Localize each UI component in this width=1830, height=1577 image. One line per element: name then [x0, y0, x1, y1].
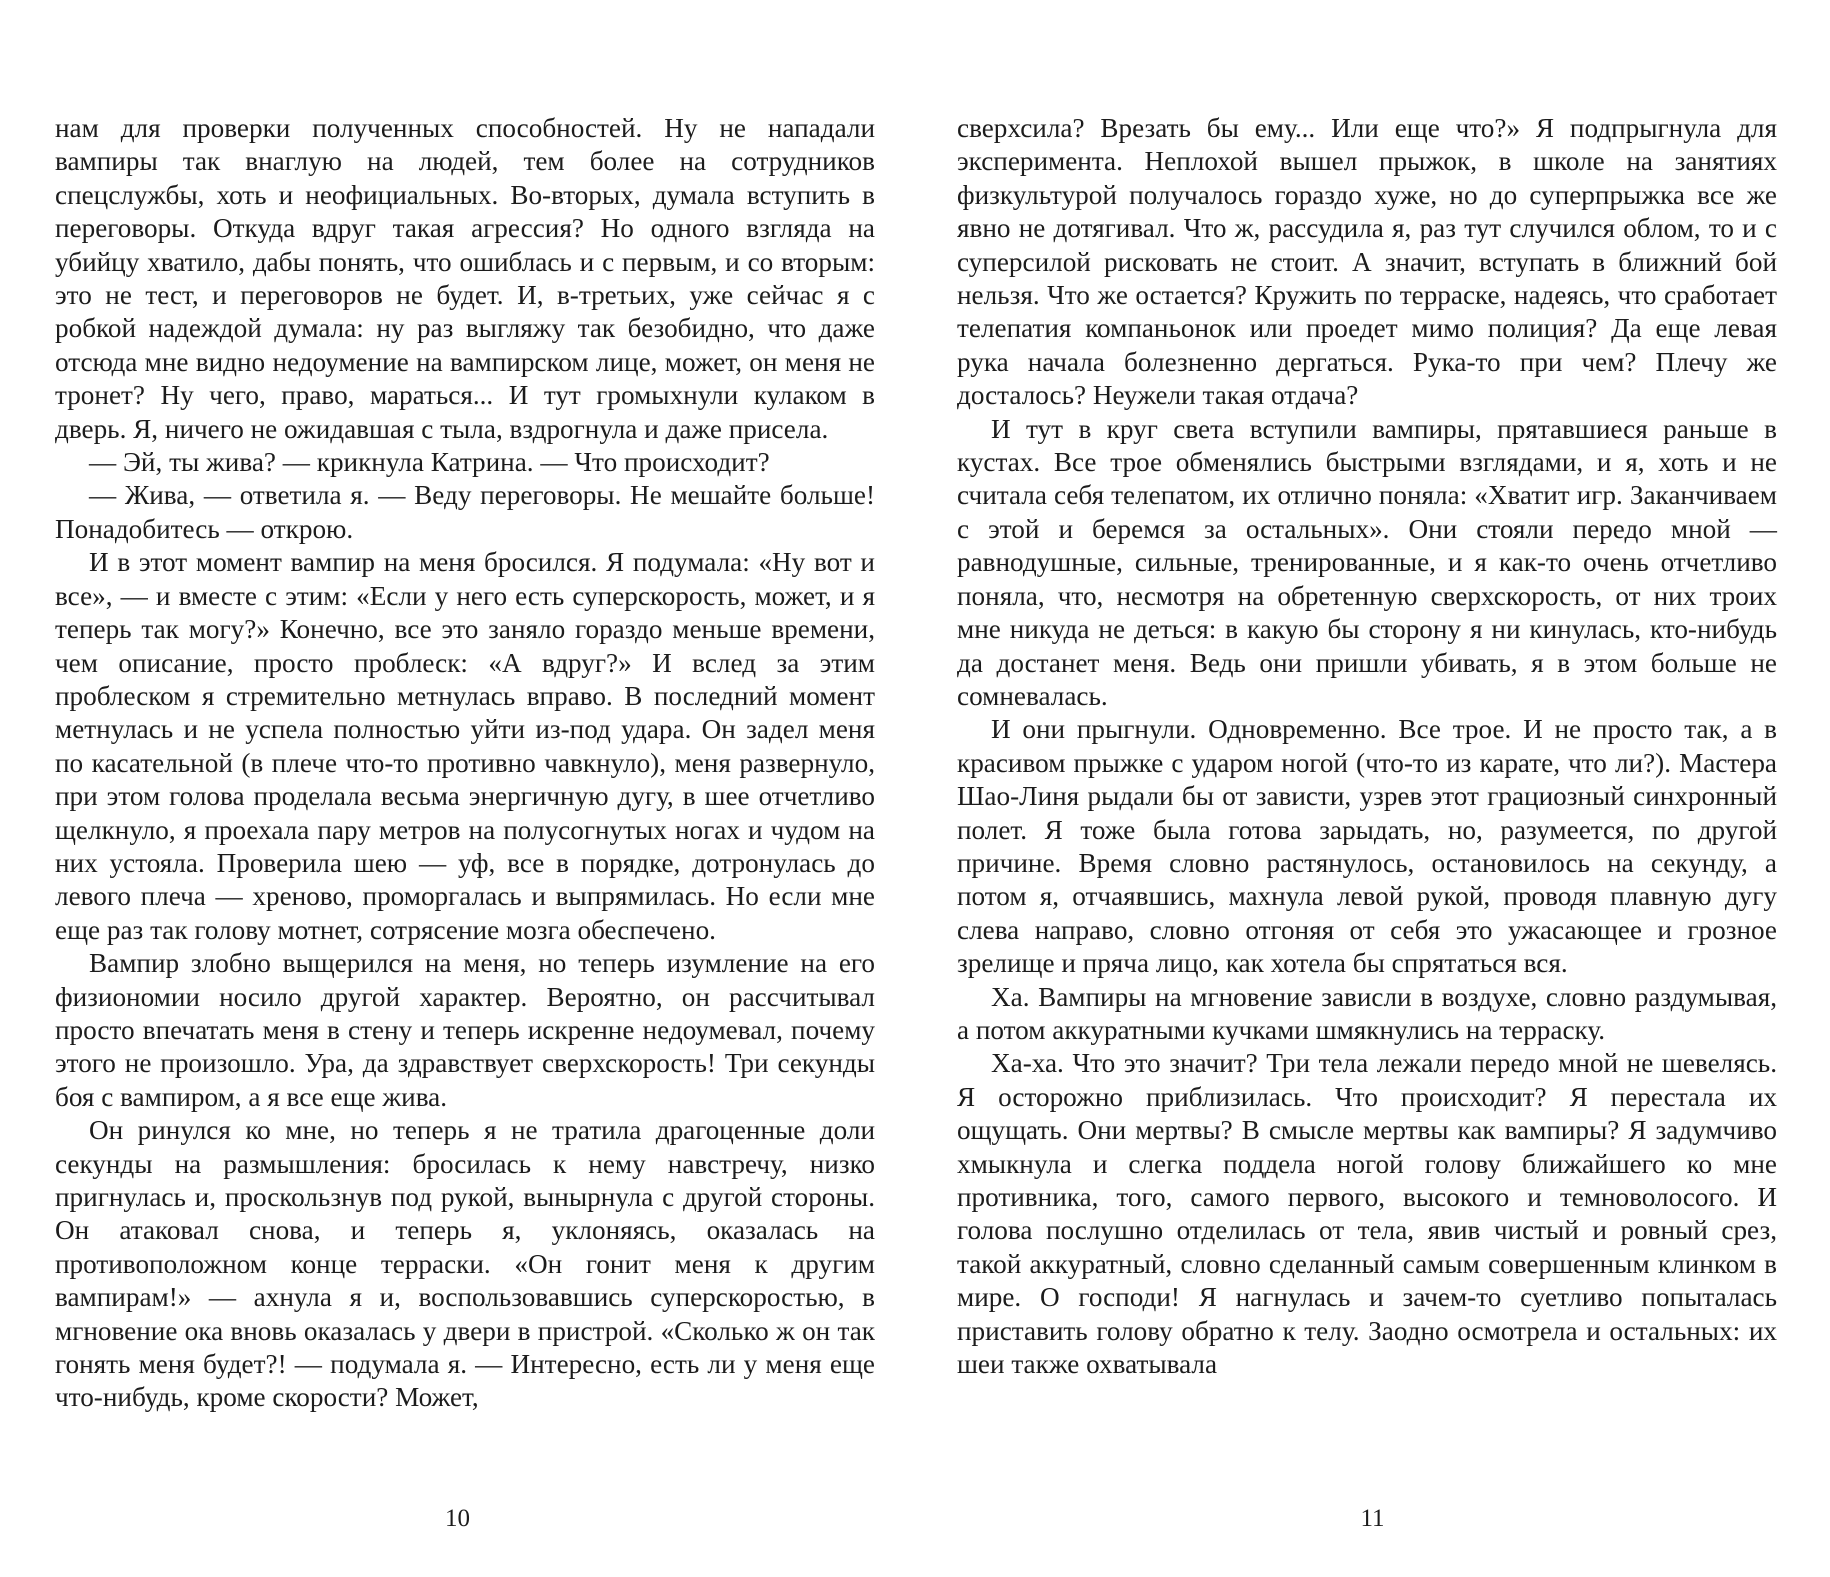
- paragraph: — Жива, — ответила я. — Веду переговоры. Не мешайте больше! Понадобитесь — открою.: [55, 480, 875, 544]
- paragraph: — Эй, ты жива? — крикнула Катрина. — Что происходит?: [89, 447, 770, 478]
- paragraph: Ха. Вампиры на мгновение зависли в воздухе, словно раздумывая, а потом аккуратными кучками шмякнулись на терраску.: [957, 981, 1777, 1045]
- paragraph: Он ринулся ко мне, но теперь я не тратила драгоценные доли секунды на размышления: бросилась к нему навстречу, низко пригнулась и, проскользнув под рукой, вынырнула с другой стороны. Он атаковал снова, и теперь я, уклоняясь, оказалась на противоположном конце терраски. «Он гонит меня к другим вампирам!» — ахнула я и, воспользовавшись суперскоростью, в мгновение ока вновь оказалась у двери в пристрой. «Сколько ж он так гонять меня будет?! — подумала я. — Интересно, есть ли у меня еще что-нибудь, кроме скорости? Может,: [55, 1115, 875, 1413]
- paragraph: И в этот момент вампир на меня бросился. Я подумала: «Ну вот и все», — и вместе с этим: «Если у него есть суперскорость, может, и я теперь так могу?» Конечно, все это заняло гораздо меньше времени, чем описание, просто проблеск: «А вдруг?» И вслед за этим проблеском я стремительно метнулась вправо. В последний момент метнулась и не успела полностью уйти из-под удара. Он задел меня по касательной (в плече что-то противно чавкнуло), меня развернуло, при этом голова проделала весьма энергичную дугу, в шее отчетливо щелкнуло, я проехала пару метров на полусогнутых ногах и чудом на них устояла. Проверила шею — уф, все в порядке, дотронулась до левого плеча — хреново, проморгалась и выпрямилась. Но если мне еще раз так голову мотнет, сотрясение мозга обеспечено.: [55, 547, 875, 945]
- right-page-text: [957, 112, 1777, 1381]
- page-number: 10: [445, 1505, 470, 1532]
- paragraph: И тут в круг света вступили вампиры, прятавшиеся раньше в кустах. Все трое обменялись быстрыми взглядами, и я, хоть и не считала себя телепатом, их отлично поняла: «Хватит игр. Заканчиваем с этой и беремся за остальных». Они стояли передо мной — равнодушные, сильные, тренированные, и я как-то очень отчетливо поняла, что, несмотря на обретенную сверхскорость, от них троих мне никуда не деться: в какую бы сторону я ни кинулась, кто-нибудь да достанет меня. Ведь они пришли убивать, я в этом больше не сомневалась.: [957, 413, 1777, 711]
- paragraph: Вампир злобно выщерился на меня, но теперь изумление на его физиономии носило другой характер. Вероятно, он рассчитывал просто впечатать меня в стену и теперь искренне недоумевал, почему этого не произошло. Ура, да здравствует сверхскорость! Три секунды боя с вампиром, а я все еще жива.: [55, 948, 875, 1112]
- paragraph: нам для проверки полученных способностей. Ну не нападали вампиры так внаглую на людей, тем более на сотрудников спецслужбы, хоть и неофициальных. Во-вторых, думала вступить в переговоры. Откуда вдруг такая агрессия? Но одного взгляда на убийцу хватило, дабы понять, что ошиблась и с первым, и со вторым: это не тест, и переговоров не будет. И, в-третьих, уже сейчас я с робкой надеждой думала: ну раз выгляжу так безобидно, что даже отсюда мне видно недоумение на вампирском лице, может, он меня не тронет? Ну чего, право, мараться... И тут громыхнули кулаком в дверь. Я, ничего не ожидавшая с тыла, вздрогнула и даже присела.: [55, 113, 875, 444]
- paragraph: Ха-ха. Что это значит? Три тела лежали передо мной не шевелясь. Я осторожно приблизилась. Что происходит? Я перестала их ощущать. Они мертвы? В смысле мертвы как вампиры? Я задумчиво хмыкнула и слегка поддела ногой голову ближайшего ко мне противника, того, самого первого, высокого и темноволосого. И голова послушно отделилась от тела, явив чистый и ровный срез, такой аккуратный, словно сделанный самым совершенным клинком в мире. О господи! Я нагнулась и зачем-то суетливо попыталась приставить голову обратно к телу. Заодно осмотрела и остальных: их шеи также охватывала: [957, 1048, 1777, 1380]
- right-page: [915, 0, 1830, 1577]
- page-number: 11: [1360, 1505, 1385, 1532]
- paragraph: сверхсила? Врезать бы ему... Или еще что?» Я подпрыгнула для эксперимента. Неплохой вышел прыжок, в школе на занятиях физкультурой получалось гораздо хуже, но до суперпрыжка все же явно не дотягивал. Что ж, рассудила я, раз тут случился облом, то и с суперсилой рисковать не стоит. А значит, вступать в ближний бой нельзя. Что же остается? Кружить по терраске, надеясь, что сработает телепатия компаньонок или проедет мимо полиция? Да еще левая рука начала болезненно дергаться. Рука-то при чем? Плечу же досталось? Неужели такая отдача?: [957, 113, 1777, 411]
- left-page-text: [55, 112, 875, 1415]
- paragraph: И они прыгнули. Одновременно. Все трое. И не просто так, а в красивом прыжке с ударом ногой (что-то из карате, что ли?). Мастера Шао-Линя рыдали бы от зависти, узрев этот грациозный синхронный полет. Я тоже была готова зарыдать, но, разумеется, по другой причине. Время словно растянулось, остановилось на секунду, а потом я, отчаявшись, махнула левой рукой, проводя плавную дугу слева направо, словно отгоняя от себя это ужасающее и грозное зрелище и пряча лицо, как хотела бы спрятаться вся.: [957, 714, 1777, 979]
